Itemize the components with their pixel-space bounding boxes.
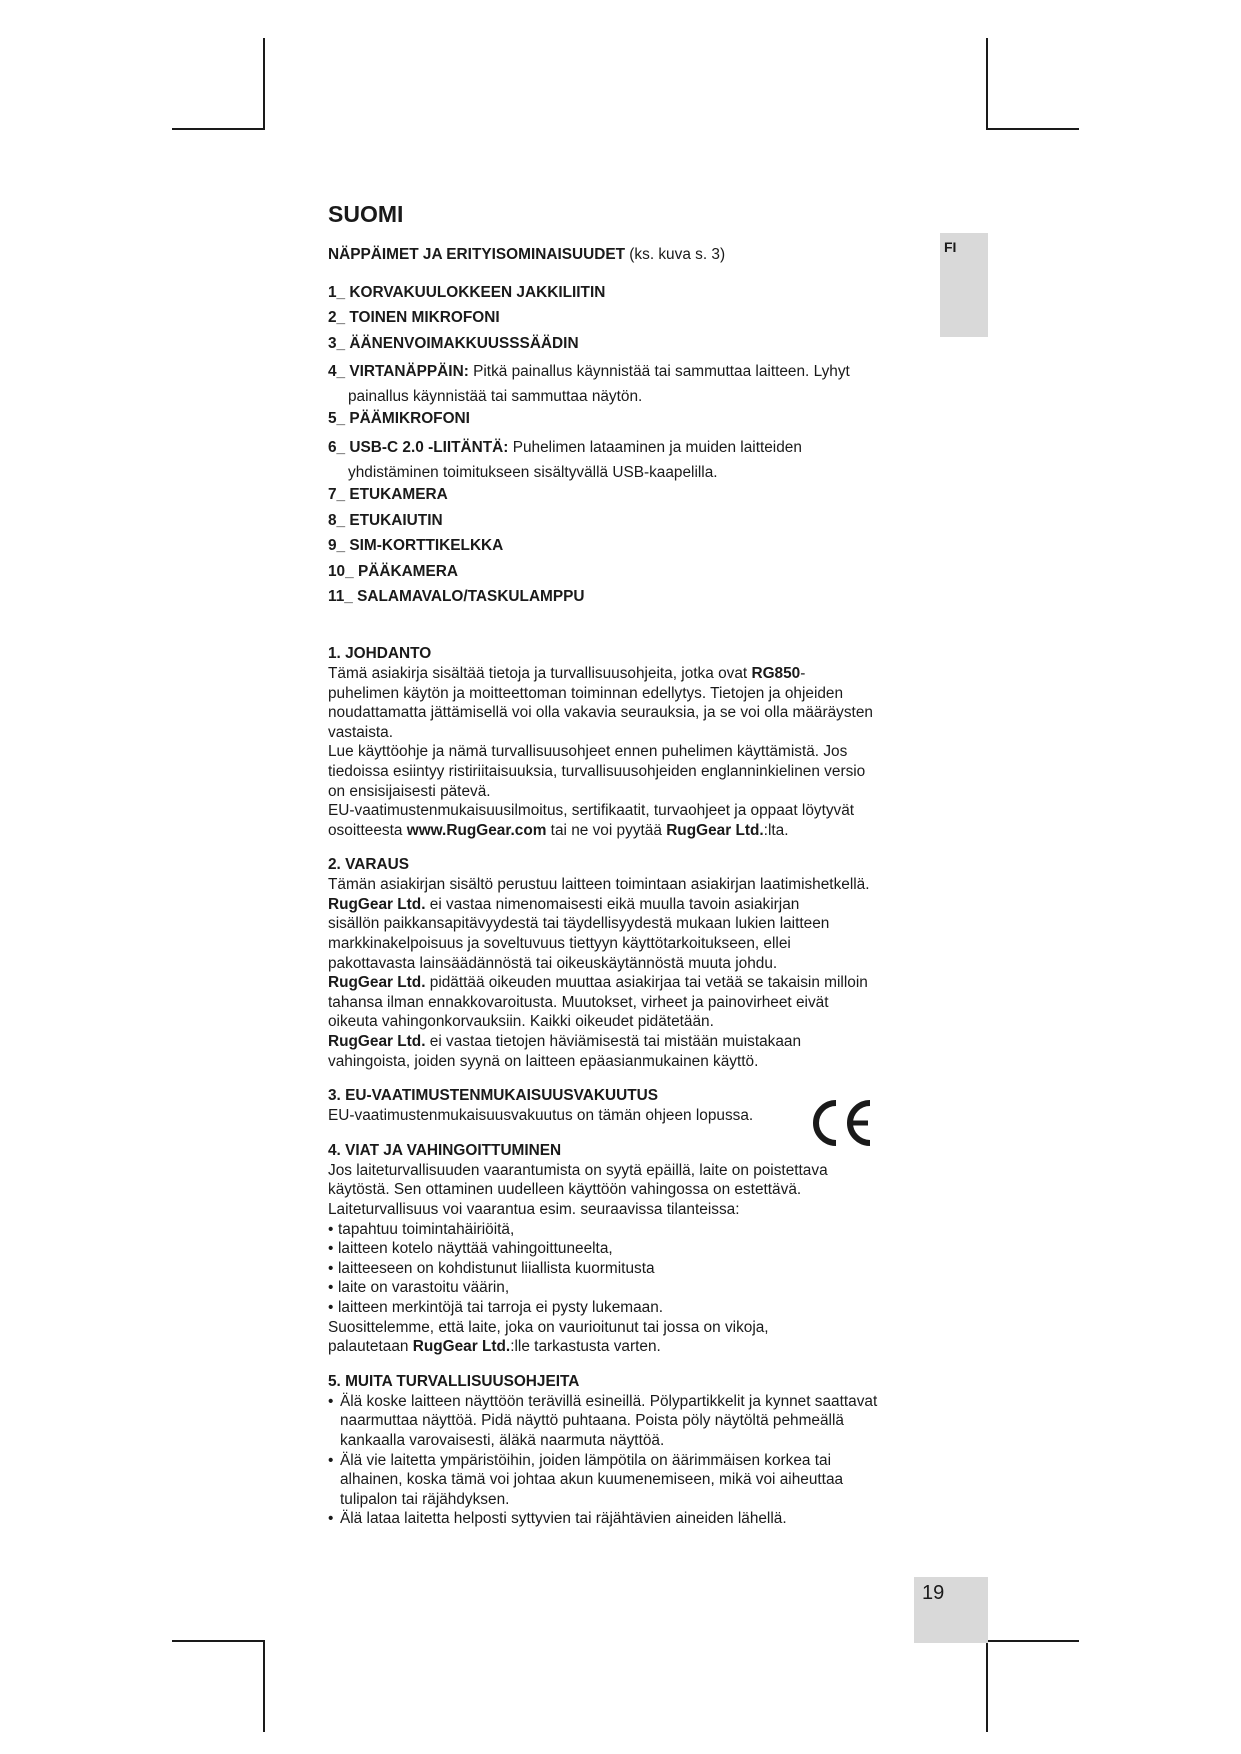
paragraph-line xyxy=(328,895,918,915)
text: osoitteesta xyxy=(328,821,407,839)
list-item: • laitteen merkintöjä tai tarroja ei pysty lukemaan. xyxy=(328,1298,918,1318)
page-number: 19 xyxy=(922,1582,945,1604)
section-disclaimer xyxy=(328,854,918,1071)
keys-list xyxy=(328,283,918,607)
paragraph-line: Lue käyttöohje ja nämä turvallisuusohjeet ennen puhelimen käyttämistä. Jos xyxy=(328,743,848,761)
section-heading: 2. VARAUS xyxy=(328,856,409,874)
language-tab-label: FI xyxy=(944,239,957,255)
key-item xyxy=(328,435,918,485)
key-item xyxy=(328,587,918,607)
text: tai ne voi pyytää xyxy=(546,821,667,839)
section-heading: 1. JOHDANTO xyxy=(328,644,432,662)
company-name: RugGear Ltd. xyxy=(328,1033,426,1051)
page-title: SUOMI xyxy=(328,201,404,227)
key-label: 1_ KORVAKUULOKKEEN JAKKILIITIN xyxy=(328,283,606,301)
list-item-line: • Älä lataa laitetta helposti syttyvien tai räjähtävien aineiden lähellä. xyxy=(340,1510,787,1528)
text: Tämä asiakirja sisältää tietoja ja turvallisuusohjeita, jotka ovat xyxy=(328,664,752,682)
key-item xyxy=(328,283,918,303)
paragraph-line: pakottavasta lainsäädännöstä tai oikeuskäytännöstä muuta johdu. xyxy=(328,954,778,972)
key-item xyxy=(328,334,918,354)
text: - xyxy=(800,664,806,682)
paragraph-line: vahingoista, joiden syynä on laitteen epäasianmukainen käyttö. xyxy=(328,1052,759,1070)
text: :lle tarkastusta varten. xyxy=(510,1338,661,1356)
bullet-list xyxy=(328,1392,918,1529)
text: :lta. xyxy=(763,821,789,839)
keys-heading xyxy=(328,245,918,265)
section-heading: 4. VIAT JA VAHINGOITTUMINEN xyxy=(328,1141,562,1159)
language-tab xyxy=(940,233,988,337)
paragraph-line: tiedoissa esiintyy ristiriitaisuuksia, turvallisuusohjeiden englanninkielinen versio xyxy=(328,762,866,780)
key-label: 6_ USB-C 2.0 -LIITÄNTÄ: xyxy=(328,438,509,456)
key-desc-2: yhdistäminen toimitukseen sisältyvällä USB-kaapelilla. xyxy=(348,463,718,481)
key-label: 3_ ÄÄNENVOIMAKKUUSSSÄÄDIN xyxy=(328,334,579,352)
paragraph-line: EU-vaatimustenmukaisuusilmoitus, sertifikaatit, turvaohjeet ja oppaat löytyvät xyxy=(328,802,855,820)
section-damage xyxy=(328,1140,918,1357)
key-label: 9_ SIM-KORTTIKELKKA xyxy=(328,537,504,555)
website: www.RugGear.com xyxy=(406,821,547,839)
paragraph-line xyxy=(328,1032,918,1052)
crop-mark-top-left-h xyxy=(172,128,265,130)
paragraph-line: oikeuta vahingonkorvauksiin. Kaikki oikeudet pidätetään. xyxy=(328,1013,714,1031)
section-safety xyxy=(328,1371,918,1529)
paragraph-line: markkinakelpoisuus ja soveltuvuus tiettyyn käyttötarkoitukseen, ellei xyxy=(328,935,791,953)
text: ei vastaa tietojen häviämisestä tai mistään muistakaan xyxy=(425,1033,802,1051)
key-desc-1: Pitkä painallus käynnistää tai sammuttaa laitteen. Lyhyt xyxy=(473,363,850,381)
key-label: 7_ ETUKAMERA xyxy=(328,485,448,503)
crop-mark-bottom-right-h xyxy=(986,1640,1079,1642)
list-item xyxy=(328,1509,918,1529)
paragraph-line: Laiteturvallisuus voi vaarantua esim. seuraavissa tilanteissa: xyxy=(328,1201,740,1218)
company-name: RugGear Ltd. xyxy=(328,895,426,913)
text: pidättää oikeuden muuttaa asiakirjaa tai vetää se takaisin milloin xyxy=(425,974,868,992)
company-name: RugGear Ltd. xyxy=(328,974,426,992)
key-label: 10_ PÄÄKAMERA xyxy=(328,562,458,580)
paragraph-line: puhelimen käytön ja moitteettoman toiminnan edellytys. Tietojen ja ohjeiden xyxy=(328,684,844,702)
key-item xyxy=(328,485,918,505)
paragraph-line: Suosittelemme, että laite, joka on vaurioitunut tai jossa on vikoja, xyxy=(328,1318,769,1336)
paragraph-line: Jos laiteturvallisuuden vaarantumista on syytä epäillä, laite on poistettava xyxy=(328,1161,828,1179)
key-label: 4_ VIRTANÄPPÄIN: xyxy=(328,363,469,381)
crop-mark-top-right-v xyxy=(986,38,988,130)
text: palautetaan xyxy=(328,1338,413,1356)
key-item xyxy=(328,511,918,531)
product-model: RG850 xyxy=(751,664,801,682)
key-item xyxy=(328,409,918,429)
crop-mark-bottom-left-v xyxy=(263,1640,265,1732)
company-name: RugGear Ltd. xyxy=(412,1338,511,1356)
paragraph-line xyxy=(328,973,918,993)
list-item: • laitteen kotelo näyttää vahingoittuneelta, xyxy=(328,1239,918,1259)
key-item xyxy=(328,308,918,328)
key-label: 5_ PÄÄMIKROFONI xyxy=(328,410,470,428)
list-item: • tapahtuu toimintahäiriöitä, xyxy=(328,1220,918,1240)
list-item-line: alhainen, koska tämä voi johtaa akun kuumenemiseen, mikä voi aiheuttaa xyxy=(340,1471,844,1489)
paragraph-line: Tämän asiakirjan sisältö perustuu laitteen toimintaan asiakirjan laatimishetkellä. xyxy=(328,876,870,894)
paragraph-line: vastaista. xyxy=(328,723,394,741)
list-item-line: • Älä koske laitteen näyttöön terävillä esineillä. Pölypartikkelit ja kynnet saattavat xyxy=(340,1392,878,1410)
list-item-line: kankaalla varovaisesti, äläkä naarmuta näyttöä. xyxy=(340,1431,665,1449)
list-item xyxy=(328,1451,918,1510)
document-content xyxy=(328,200,918,1529)
section-heading: 5. MUITA TURVALLISUUSOHJEITA xyxy=(328,1372,580,1390)
key-label: 8_ ETUKAIUTIN xyxy=(328,511,443,529)
paragraph-line: tahansa ilman ennakkovaroitusta. Muutokset, virheet ja painovirheet eivät xyxy=(328,993,829,1011)
list-item-line: tulipalon tai räjähdyksen. xyxy=(340,1490,510,1508)
paragraph-line xyxy=(328,1337,918,1357)
list-item xyxy=(328,1392,918,1451)
paragraph-line xyxy=(328,821,918,841)
key-label: 2_ TOINEN MIKROFONI xyxy=(328,309,500,327)
paragraph-line: sisällön paikkansapitävyydestä tai täydellisyydestä mukaan lukien laitteen xyxy=(328,915,830,933)
paragraph-line: käytöstä. Sen ottaminen uudelleen käyttöön vahingossa on estettävä. xyxy=(328,1181,802,1199)
section-heading: 3. EU-VAATIMUSTENMUKAISUUSVAKUUTUS xyxy=(328,1087,659,1105)
key-item xyxy=(328,359,918,409)
paragraph-line xyxy=(328,664,918,684)
paragraph-line: EU-vaatimustenmukaisuusvakuutus on tämän ohjeen lopussa. xyxy=(328,1107,754,1125)
paragraph-line: on ensisijaisesti pätevä. xyxy=(328,782,491,800)
crop-mark-bottom-right-v xyxy=(986,1640,988,1732)
key-desc-1: Puhelimen lataaminen ja muiden laitteiden xyxy=(512,438,802,456)
key-item xyxy=(328,536,918,556)
crop-mark-bottom-left-h xyxy=(172,1640,265,1642)
list-item-line: • Älä vie laitetta ympäristöihin, joiden lämpötila on äärimmäisen korkea tai xyxy=(340,1451,832,1469)
list-item-line: naarmuttaa näyttöä. Pidä näyttö puhtaana. Poista pöly näytöltä pehmeällä xyxy=(340,1412,844,1430)
list-item: • laite on varastoitu väärin, xyxy=(328,1278,918,1298)
text: ei vastaa nimenomaisesti eikä muulla tavoin asiakirjan xyxy=(425,895,800,913)
key-item xyxy=(328,562,918,582)
key-desc-2: painallus käynnistää tai sammuttaa näytön. xyxy=(348,388,643,406)
page-number-tab xyxy=(914,1577,988,1643)
section-declaration xyxy=(328,1085,918,1126)
keys-heading-title: NÄPPÄIMET JA ERITYISOMINAISUUDET xyxy=(328,246,626,263)
key-label: 11_ SALAMAVALO/TASKULAMPPU xyxy=(328,588,585,606)
list-item: • laitteeseen on kohdistunut liiallista kuormitusta xyxy=(328,1259,918,1279)
paragraph-line: noudattamatta jättämisellä voi olla vakavia seurauksia, ja se voi olla määräysten xyxy=(328,704,873,722)
bullet-list xyxy=(328,1220,918,1318)
crop-mark-top-left-v xyxy=(263,38,265,130)
crop-mark-top-right-h xyxy=(986,128,1079,130)
keys-heading-ref: (ks. kuva s. 3) xyxy=(629,246,726,263)
section-introduction xyxy=(328,643,918,840)
company-name: RugGear Ltd. xyxy=(666,821,764,839)
